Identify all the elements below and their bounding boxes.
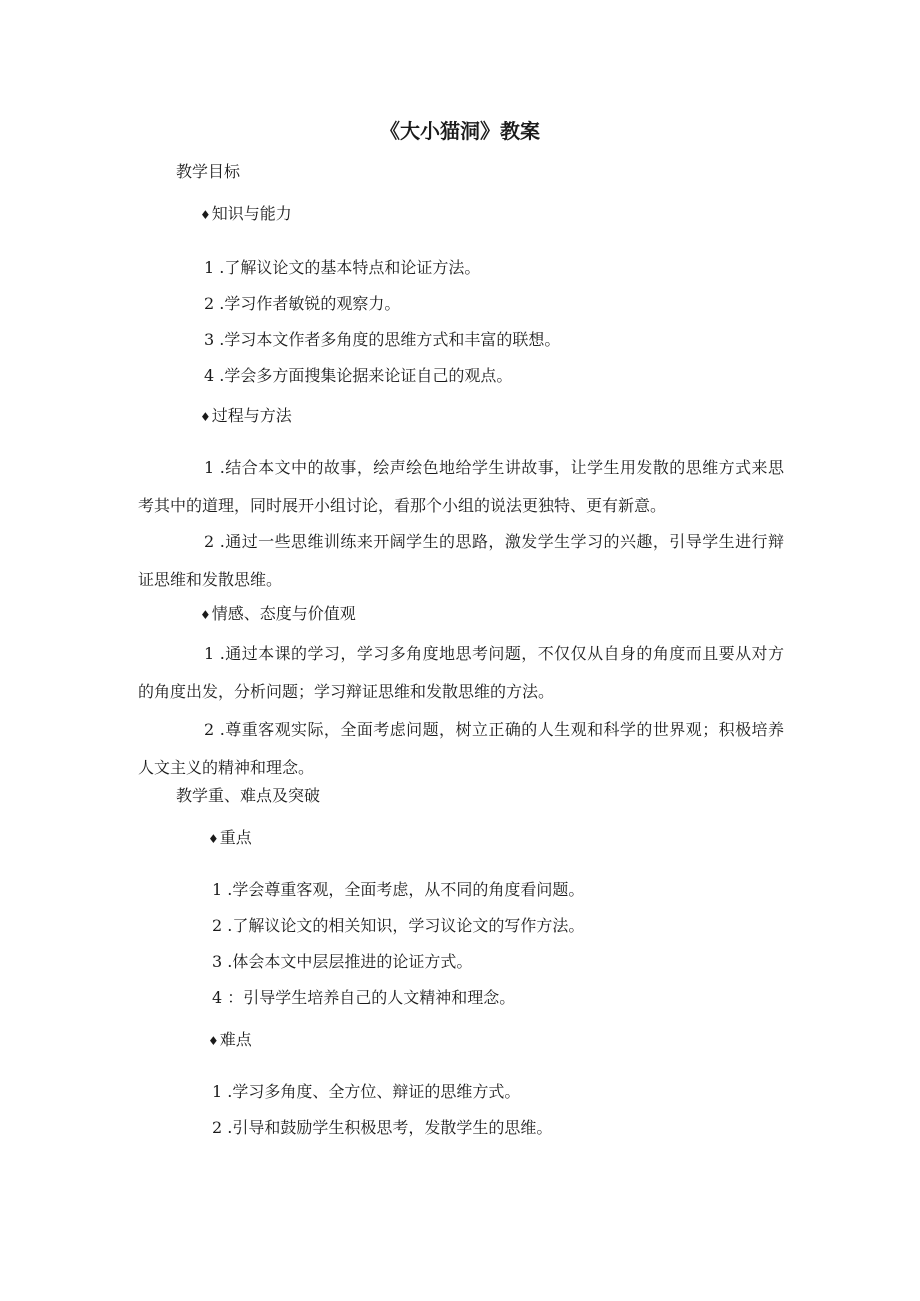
subheading-difficult: ♦难点 bbox=[208, 1030, 252, 1049]
list-item: 1 .学习多角度、全方位、辩证的思维方式。 bbox=[212, 1082, 521, 1101]
paragraph-item: 1 .通过本课的学习，学习多角度地思考问题，不仅仅从自身的角度而且要从对方的角度出发，分析问题；学习辩证思维和发散思维的方法。 bbox=[138, 644, 784, 701]
subheading-attitude: ♦情感、态度与价值观 bbox=[200, 604, 356, 623]
subheading-knowledge: ♦知识与能力 bbox=[200, 204, 292, 223]
list-item: 2 .引导和鼓励学生积极思考，发散学生的思维。 bbox=[212, 1118, 553, 1137]
list-item: 3 .学习本文作者多角度的思维方式和丰富的联想。 bbox=[204, 330, 561, 349]
subheading-key: ♦重点 bbox=[208, 828, 252, 847]
list-item: 4 ：引导学生培养自己的人文精神和理念。 bbox=[212, 988, 516, 1007]
paragraph-item: 2 .通过一些思维训练来开阔学生的思路，激发学生学习的兴趣，引导学生进行辩证思维和发散思维。 bbox=[138, 532, 784, 589]
paragraph-item: 1 .结合本文中的故事，绘声绘色地给学生讲故事，让学生用发散的思维方式来思考其中的道理，同时展开小组讨论，看那个小组的说法更独特、更有新意。 bbox=[138, 458, 784, 515]
section-heading-objectives: 教学目标 bbox=[176, 162, 241, 181]
subheading-process: ♦过程与方法 bbox=[200, 406, 292, 425]
diamond-bullet-icon: ♦ bbox=[208, 832, 219, 846]
paragraph-item: 2 .尊重客观实际，全面考虑问题，树立正确的人生观和科学的世界观；积极培养人文主义的精神和理念。 bbox=[138, 720, 784, 777]
diamond-bullet-icon: ♦ bbox=[200, 608, 211, 622]
list-item: 4 .学会多方面搜集论据来论证自己的观点。 bbox=[204, 366, 513, 385]
document-title: 《大小猫洞》教案 bbox=[380, 119, 540, 143]
list-item: 1 .了解议论文的基本特点和论证方法。 bbox=[204, 258, 481, 277]
list-item: 2 .学习作者敏锐的观察力。 bbox=[204, 294, 401, 313]
list-item: 1 .学会尊重客观，全面考虑，从不同的角度看问题。 bbox=[212, 880, 585, 899]
diamond-bullet-icon: ♦ bbox=[208, 1034, 219, 1048]
diamond-bullet-icon: ♦ bbox=[200, 208, 211, 222]
list-item: 3 .体会本文中层层推进的论证方式。 bbox=[212, 952, 473, 971]
diamond-bullet-icon: ♦ bbox=[200, 410, 211, 424]
list-item: 2 .了解议论文的相关知识，学习议论文的写作方法。 bbox=[212, 916, 585, 935]
section-heading-keypoints: 教学重、难点及突破 bbox=[176, 786, 321, 805]
